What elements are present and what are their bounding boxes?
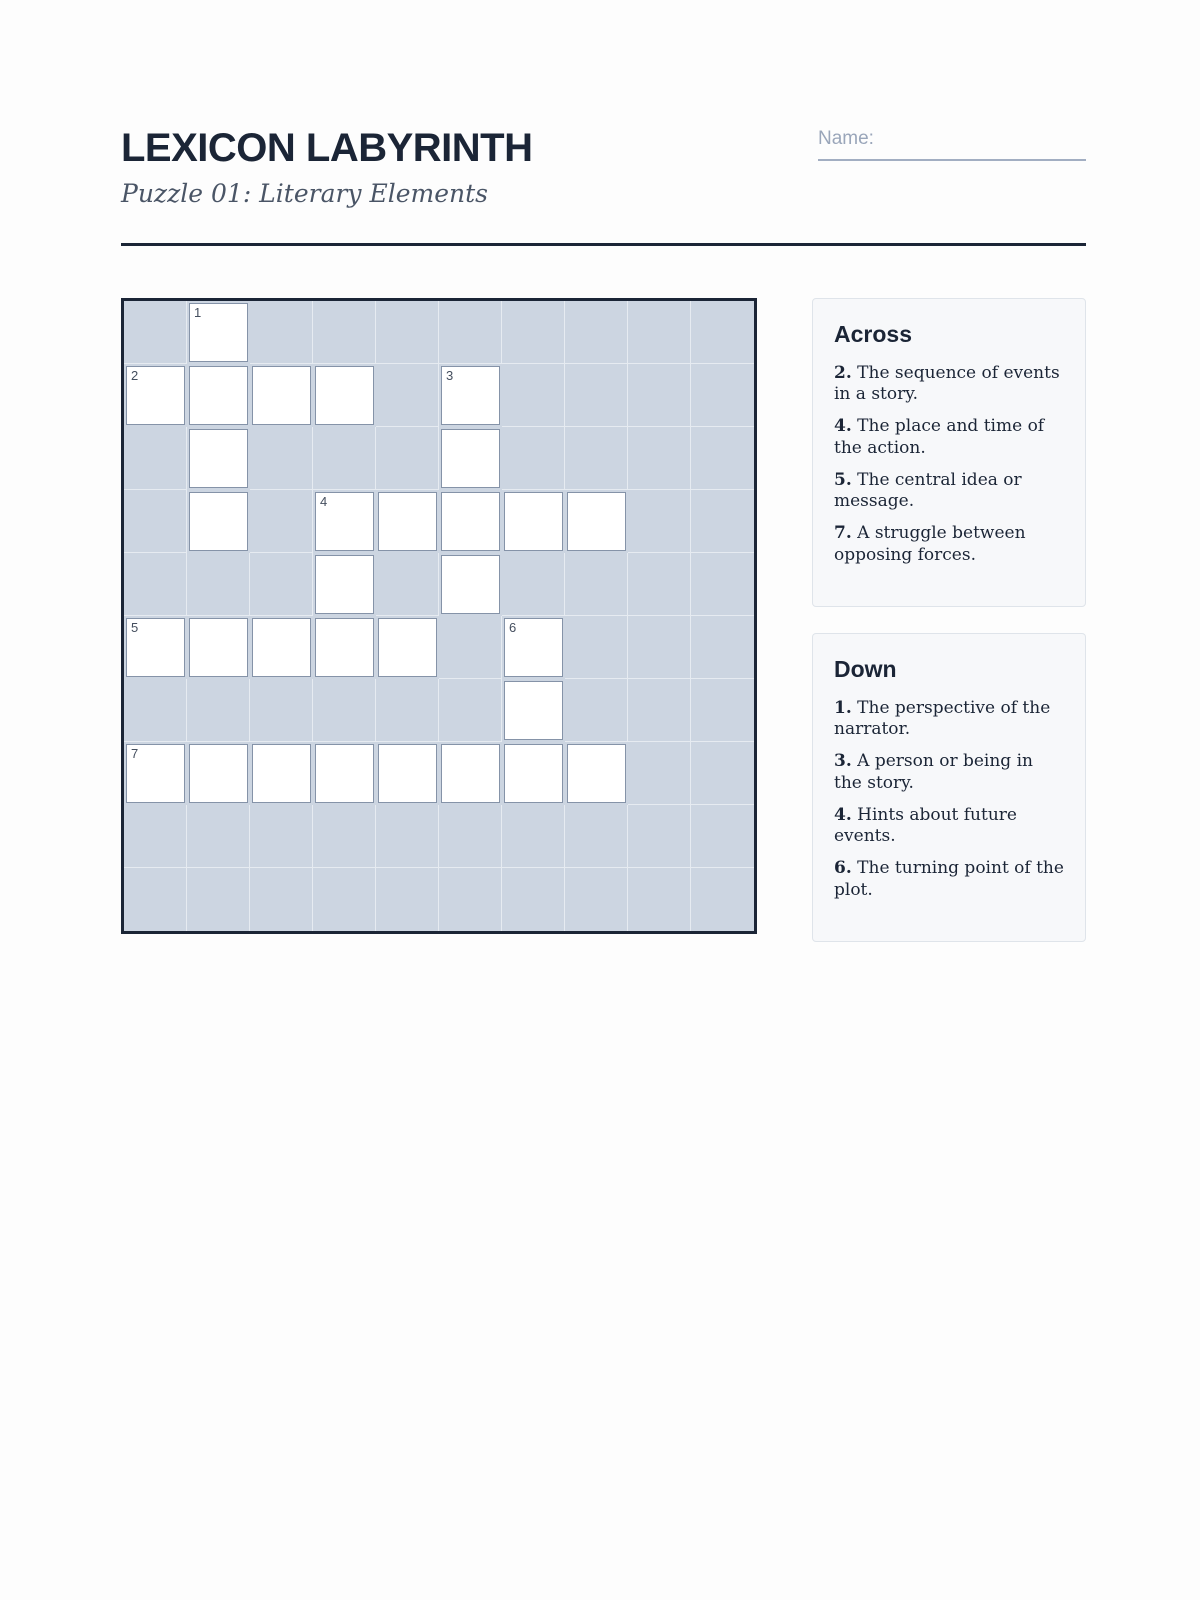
blocked-cell bbox=[628, 301, 691, 364]
down-clue bbox=[834, 698, 1065, 742]
blocked-cell bbox=[439, 301, 502, 364]
clue-text: Hints about future events. bbox=[834, 804, 1017, 847]
crossword-cell[interactable] bbox=[126, 366, 185, 425]
down-clue bbox=[834, 751, 1065, 795]
crossword-cell[interactable] bbox=[189, 744, 248, 803]
blocked-cell bbox=[502, 364, 565, 427]
blocked-cell bbox=[691, 553, 754, 616]
blocked-cell bbox=[565, 364, 628, 427]
blocked-cell bbox=[250, 427, 313, 490]
clue-text: The turning point of the plot. bbox=[834, 858, 1064, 900]
blocked-cell bbox=[565, 553, 628, 616]
blocked-cell bbox=[439, 679, 502, 742]
blocked-cell bbox=[124, 301, 187, 364]
crossword-cell[interactable] bbox=[189, 618, 248, 677]
blocked-cell bbox=[313, 427, 376, 490]
across-clue bbox=[834, 470, 1065, 514]
blocked-cell bbox=[628, 364, 691, 427]
crossword-cell[interactable] bbox=[567, 744, 626, 803]
name-input[interactable] bbox=[880, 128, 1125, 152]
name-label: Name: bbox=[818, 128, 874, 149]
blocked-cell bbox=[565, 805, 628, 868]
page-title: LEXICON LABYRINTH bbox=[121, 126, 533, 170]
clue-item-number: 6. bbox=[834, 858, 852, 879]
blocked-cell bbox=[313, 679, 376, 742]
blocked-cell bbox=[565, 616, 628, 679]
blocked-cell bbox=[565, 301, 628, 364]
blocked-cell bbox=[628, 679, 691, 742]
crossword-cell[interactable] bbox=[315, 744, 374, 803]
blocked-cell bbox=[502, 427, 565, 490]
crossword-cell[interactable] bbox=[315, 492, 374, 551]
blocked-cell bbox=[691, 427, 754, 490]
across-clue bbox=[834, 363, 1065, 407]
clue-number: 6 bbox=[509, 620, 517, 635]
crossword-cell[interactable] bbox=[126, 744, 185, 803]
blocked-cell bbox=[250, 553, 313, 616]
blocked-cell bbox=[439, 616, 502, 679]
down-heading: Down bbox=[834, 656, 897, 682]
blocked-cell bbox=[691, 364, 754, 427]
crossword-cell[interactable] bbox=[378, 618, 437, 677]
blocked-cell bbox=[376, 553, 439, 616]
blocked-cell bbox=[691, 679, 754, 742]
blocked-cell bbox=[124, 553, 187, 616]
blocked-cell bbox=[628, 805, 691, 868]
clue-item-number: 1. bbox=[834, 697, 852, 718]
blocked-cell bbox=[691, 868, 754, 931]
blocked-cell bbox=[250, 301, 313, 364]
clue-text: The place and time of the action. bbox=[834, 416, 1045, 458]
blocked-cell bbox=[439, 805, 502, 868]
crossword-cell[interactable] bbox=[504, 618, 563, 677]
blocked-cell bbox=[376, 868, 439, 931]
blocked-cell bbox=[124, 490, 187, 553]
clue-text: The central idea or message. bbox=[834, 469, 1022, 512]
blocked-cell bbox=[187, 679, 250, 742]
across-clue bbox=[834, 523, 1065, 567]
crossword-grid bbox=[121, 298, 757, 934]
blocked-cell bbox=[691, 301, 754, 364]
blocked-cell bbox=[565, 868, 628, 931]
clue-item-number: 3. bbox=[834, 751, 852, 772]
blocked-cell bbox=[124, 805, 187, 868]
blocked-cell bbox=[313, 301, 376, 364]
down-clues-panel bbox=[812, 633, 1086, 942]
blocked-cell bbox=[250, 805, 313, 868]
clue-text: A person or being in the story. bbox=[834, 751, 1033, 793]
crossword-cell[interactable] bbox=[189, 429, 248, 488]
crossword-cell[interactable] bbox=[189, 492, 248, 551]
blocked-cell bbox=[439, 868, 502, 931]
blocked-cell bbox=[502, 805, 565, 868]
blocked-cell bbox=[376, 364, 439, 427]
clue-item-number: 2. bbox=[834, 362, 852, 383]
blocked-cell bbox=[565, 427, 628, 490]
clue-number: 3 bbox=[446, 368, 454, 383]
clue-item-number: 7. bbox=[834, 523, 852, 544]
crossword-cell[interactable] bbox=[189, 366, 248, 425]
blocked-cell bbox=[502, 868, 565, 931]
crossword-cell[interactable] bbox=[378, 492, 437, 551]
crossword-cell[interactable] bbox=[441, 555, 500, 614]
blocked-cell bbox=[628, 490, 691, 553]
clue-item-number: 5. bbox=[834, 469, 852, 490]
blocked-cell bbox=[691, 805, 754, 868]
clue-number: 2 bbox=[131, 368, 139, 383]
clue-number: 1 bbox=[194, 305, 202, 320]
crossword-cell[interactable] bbox=[504, 492, 563, 551]
blocked-cell bbox=[628, 553, 691, 616]
blocked-cell bbox=[502, 301, 565, 364]
blocked-cell bbox=[124, 868, 187, 931]
blocked-cell bbox=[691, 742, 754, 805]
page-header bbox=[121, 118, 1086, 246]
blocked-cell bbox=[691, 490, 754, 553]
crossword-cell[interactable] bbox=[252, 366, 311, 425]
down-clue-list bbox=[834, 698, 1065, 902]
blocked-cell bbox=[187, 868, 250, 931]
blocked-cell bbox=[250, 490, 313, 553]
crossword-cell[interactable] bbox=[504, 681, 563, 740]
down-clue bbox=[834, 858, 1065, 902]
crossword-cell[interactable] bbox=[315, 366, 374, 425]
blocked-cell bbox=[187, 805, 250, 868]
blocked-cell bbox=[124, 679, 187, 742]
crossword-cell[interactable] bbox=[441, 744, 500, 803]
blocked-cell bbox=[313, 868, 376, 931]
across-clue bbox=[834, 416, 1065, 460]
clue-text: A struggle between opposing forces. bbox=[834, 523, 1026, 565]
across-clue-list bbox=[834, 363, 1065, 567]
blocked-cell bbox=[250, 679, 313, 742]
puzzle-subtitle: Puzzle 01: Literary Elements bbox=[121, 179, 489, 208]
blocked-cell bbox=[376, 301, 439, 364]
blocked-cell bbox=[691, 616, 754, 679]
crossword-cell[interactable] bbox=[252, 618, 311, 677]
blocked-cell bbox=[250, 868, 313, 931]
crossword-cell[interactable] bbox=[252, 744, 311, 803]
clue-text: The sequence of events in a story. bbox=[834, 362, 1060, 405]
blocked-cell bbox=[376, 427, 439, 490]
blocked-cell bbox=[376, 805, 439, 868]
blocked-cell bbox=[187, 553, 250, 616]
crossword-cell[interactable] bbox=[567, 492, 626, 551]
crossword-cell[interactable] bbox=[315, 618, 374, 677]
across-clues-panel bbox=[812, 298, 1086, 607]
blocked-cell bbox=[565, 679, 628, 742]
crossword-cell[interactable] bbox=[378, 744, 437, 803]
blocked-cell bbox=[628, 868, 691, 931]
clue-number: 4 bbox=[320, 494, 328, 509]
blocked-cell bbox=[628, 616, 691, 679]
across-heading: Across bbox=[834, 321, 912, 347]
crossword-cell[interactable] bbox=[315, 555, 374, 614]
crossword-cell[interactable] bbox=[504, 744, 563, 803]
clue-text: The perspective of the narrator. bbox=[834, 697, 1051, 740]
crossword-cell[interactable] bbox=[126, 618, 185, 677]
blocked-cell bbox=[313, 805, 376, 868]
name-field[interactable] bbox=[818, 128, 1086, 161]
blocked-cell bbox=[376, 679, 439, 742]
clue-number: 7 bbox=[131, 746, 139, 761]
blocked-cell bbox=[502, 553, 565, 616]
blocked-cell bbox=[628, 742, 691, 805]
crossword-cell[interactable] bbox=[189, 303, 248, 362]
crossword-cell[interactable] bbox=[441, 429, 500, 488]
clue-number: 5 bbox=[131, 620, 139, 635]
down-clue bbox=[834, 805, 1065, 849]
crossword-cell[interactable] bbox=[441, 366, 500, 425]
clue-item-number: 4. bbox=[834, 804, 852, 825]
clue-item-number: 4. bbox=[834, 416, 852, 437]
crossword-cell[interactable] bbox=[441, 492, 500, 551]
blocked-cell bbox=[628, 427, 691, 490]
blocked-cell bbox=[124, 427, 187, 490]
